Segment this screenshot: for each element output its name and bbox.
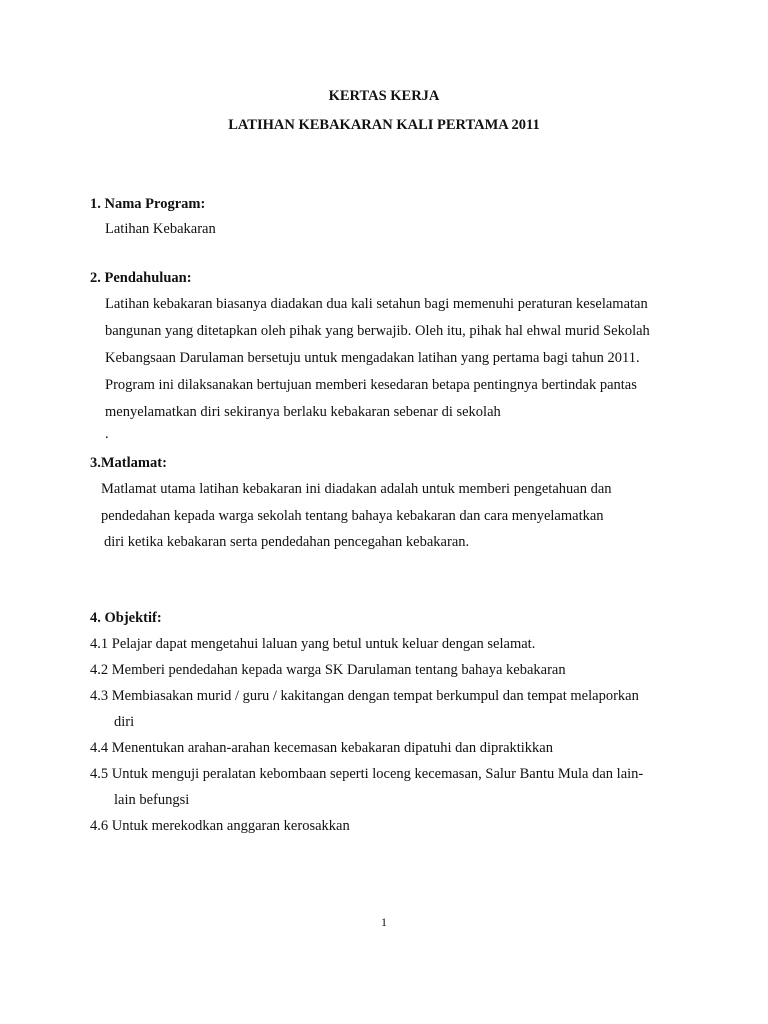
section-heading-pendahuluan: 2. Pendahuluan: <box>90 270 192 286</box>
pendahuluan-line: menyelamatkan diri sekiranya berlaku kebakaran sebenar di sekolah <box>105 404 501 420</box>
pendahuluan-line: bangunan yang ditetapkan oleh pihak yang berwajib. Oleh itu, pihak hal ehwal murid Sekolah <box>105 323 650 339</box>
section-heading-nama-program: 1. Nama Program: <box>90 196 206 212</box>
matlamat-line: diri ketika kebakaran serta pendedahan pencegahan kebakaran. <box>104 534 470 550</box>
objektif-item: 4.5 Untuk menguji peralatan kebombaan seperti loceng kecemasan, Salur Bantu Mula dan lain- <box>90 766 644 782</box>
pendahuluan-line: Kebangsaan Darulaman bersetuju untuk mengadakan latihan yang pertama bagi tahun 2011. <box>105 350 640 366</box>
objektif-item: 4.4 Menentukan arahan-arahan kecemasan kebakaran dipatuhi dan dipraktikkan <box>90 740 553 756</box>
pendahuluan-line: Program ini dilaksanakan bertujuan memberi kesedaran betapa pentingnya bertindak pantas <box>105 377 637 393</box>
objektif-item-continuation: diri <box>114 714 135 730</box>
document-subtitle: LATIHAN KEBAKARAN KALI PERTAMA 2011 <box>228 117 540 133</box>
objektif-item-continuation: lain befungsi <box>114 792 190 808</box>
page-number: 1 <box>381 915 387 929</box>
matlamat-line: pendedahan kepada warga sekolah tentang bahaya kebakaran dan cara menyelamatkan <box>101 508 604 524</box>
objektif-item: 4.3 Membiasakan murid / guru / kakitangan dengan tempat berkumpul dan tempat melaporkan <box>90 688 639 704</box>
section-heading-objektif: 4. Objektif: <box>90 610 162 626</box>
pendahuluan-line: Latihan kebakaran biasanya diadakan dua kali setahun bagi memenuhi peraturan keselamatan <box>105 296 648 312</box>
matlamat-line: Matlamat utama latihan kebakaran ini diadakan adalah untuk memberi pengetahuan dan <box>101 481 612 497</box>
objektif-item: 4.6 Untuk merekodkan anggaran kerosakkan <box>90 818 350 834</box>
objektif-item: 4.2 Memberi pendedahan kepada warga SK Darulaman tentang bahaya kebakaran <box>90 662 566 678</box>
section-heading-matlamat: 3.Matlamat: <box>90 455 167 471</box>
nama-program-text: Latihan Kebakaran <box>105 221 216 237</box>
document-title: KERTAS KERJA <box>328 88 440 104</box>
objektif-item: 4.1 Pelajar dapat mengetahui laluan yang betul untuk keluar dengan selamat. <box>90 636 536 652</box>
pendahuluan-line: . <box>105 426 109 442</box>
